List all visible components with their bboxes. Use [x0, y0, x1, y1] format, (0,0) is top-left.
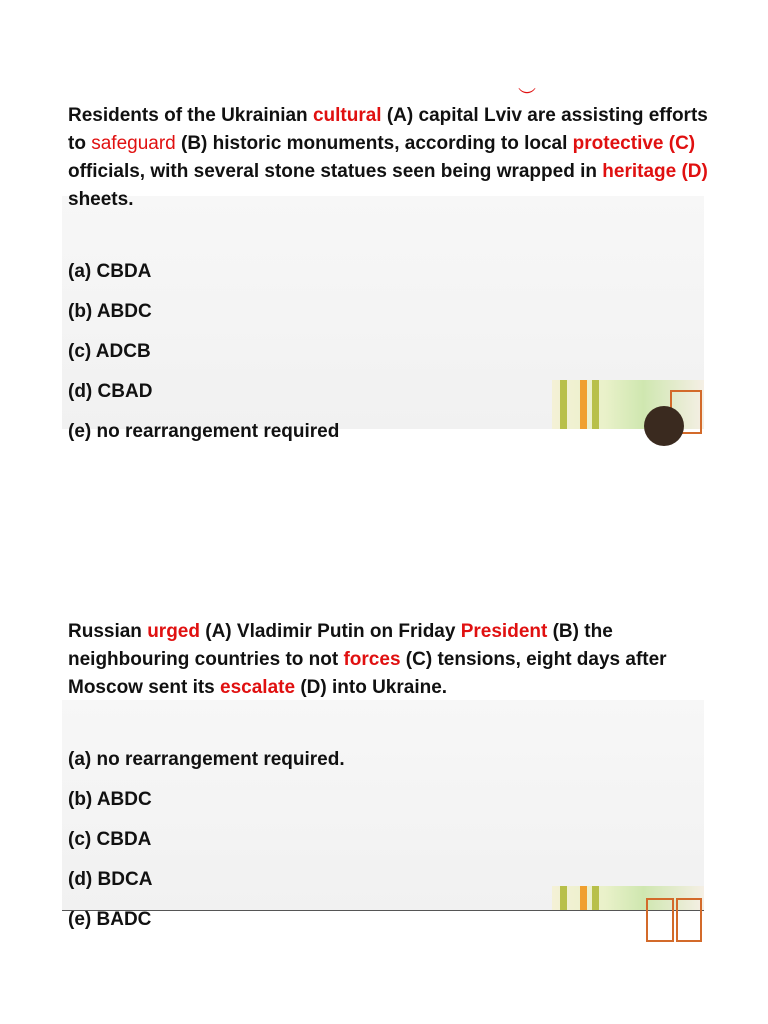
- highlight-word-b: safeguard: [91, 133, 176, 154]
- highlight-word-c: forces: [343, 649, 401, 670]
- answer-option[interactable]: (a) no rearrangement required.: [68, 749, 345, 770]
- question-text-1: [62, 84, 708, 214]
- answer-option[interactable]: (a) CBDA: [68, 261, 152, 282]
- question-text-segment: (A) capital Lviv are assisting efforts: [381, 105, 708, 126]
- question-text-segment: (D) into Ukraine.: [295, 677, 448, 698]
- question-text-segment: (C) tensions, eight days after: [400, 649, 667, 670]
- answer-option[interactable]: (c) CBDA: [68, 829, 152, 850]
- highlight-word-c: protective (C): [572, 133, 696, 154]
- window-frame: [646, 898, 674, 942]
- answer-option[interactable]: (e) BADC: [68, 909, 152, 930]
- highlight-word-b: President: [460, 621, 548, 642]
- highlight-word-d: escalate: [220, 677, 296, 698]
- answer-option[interactable]: (d) CBAD: [68, 381, 153, 402]
- window-frame: [676, 898, 702, 942]
- question-text-segment: Russian: [68, 621, 148, 642]
- window-frame: [592, 886, 599, 910]
- question-card-2: [62, 600, 704, 930]
- window-frame: [560, 886, 567, 910]
- question-text-segment: (B) historic monuments, according to local: [175, 133, 573, 154]
- question-text-segment: (B) the: [547, 621, 613, 642]
- answer-options-2: [62, 740, 704, 940]
- question-text-segment: Residents of the Ukrainian: [68, 105, 313, 126]
- question-text-segment: officials, with several stone statues seen being wrapped in: [68, 161, 603, 182]
- question-text-segment: Moscow sent its: [68, 677, 221, 698]
- highlight-word-a: cultural: [312, 105, 382, 126]
- answer-option[interactable]: (b) ABDC: [68, 789, 152, 810]
- answer-option[interactable]: (c) ADCB: [68, 341, 151, 362]
- webcam-overlay: [552, 380, 704, 429]
- answer-option[interactable]: (b) ABDC: [68, 301, 152, 322]
- window-frame: [592, 380, 599, 429]
- question-card-1: [62, 84, 708, 442]
- question-text-segment: (A) Vladimir Putin on Friday: [199, 621, 461, 642]
- webcam-overlay: [552, 886, 704, 910]
- annotation-mark-icon: ︶: [518, 87, 536, 107]
- answer-option[interactable]: (e) no rearrangement required: [68, 421, 340, 442]
- person-silhouette: [644, 406, 684, 446]
- answer-option[interactable]: (d) BDCA: [68, 869, 153, 890]
- question-text-2: [62, 600, 704, 702]
- window-frame: [580, 886, 587, 910]
- window-frame: [560, 380, 567, 429]
- highlight-word-d: heritage (D): [602, 161, 708, 182]
- question-text-segment: to: [68, 133, 92, 154]
- question-text-segment: neighbouring countries to not: [68, 649, 344, 670]
- question-text-segment: sheets.: [68, 189, 134, 210]
- window-frame: [580, 380, 587, 429]
- highlight-word-a: urged: [147, 621, 200, 642]
